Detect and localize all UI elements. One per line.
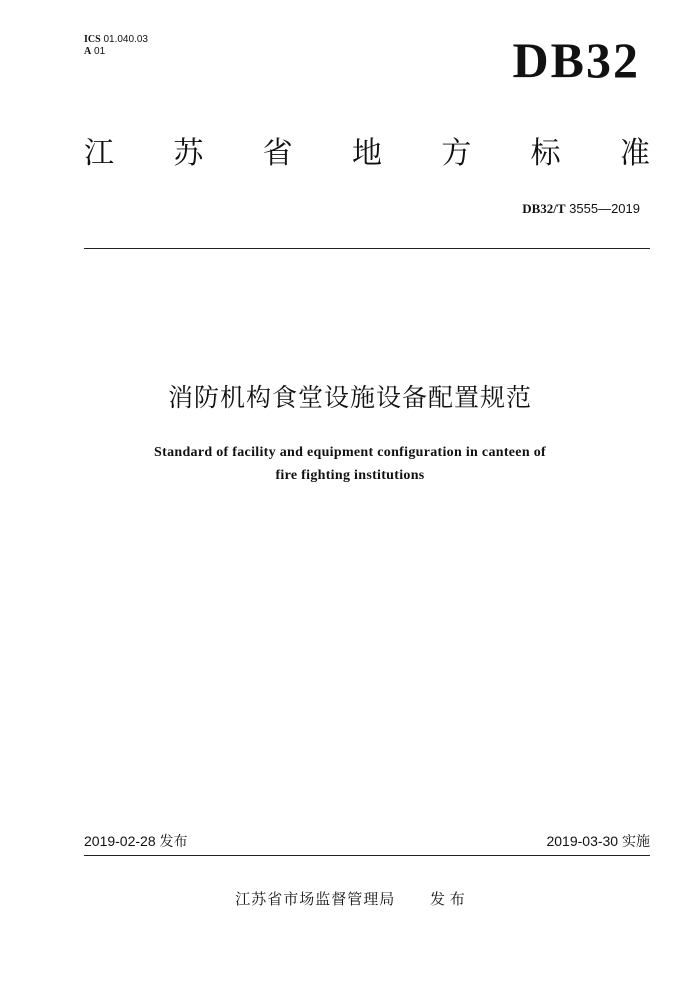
footer-divider (84, 855, 650, 856)
publisher-organization: 江苏省市场监督管理局 (235, 890, 396, 908)
implementation-date: 2019-03-30 实施 (546, 833, 650, 849)
db32-logo: DB32 (512, 32, 640, 88)
ccs-label: A (84, 46, 92, 57)
english-title-line-1: Standard of facility and equipment configuration in canteen of (154, 445, 546, 460)
standard-type-char: 方 (441, 136, 472, 171)
ics-code: 01.040.03 (103, 34, 148, 45)
header-divider (84, 248, 650, 249)
issue-date: 2019-02-28 发布 (84, 833, 188, 849)
standard-number-value: 3555—2019 (569, 201, 640, 216)
ics-classification (84, 34, 148, 46)
standard-type-char: 省 (262, 136, 293, 171)
chinese-title: 消防机构食堂设施设备配置规范 (167, 383, 532, 412)
publisher-line (0, 889, 700, 909)
english-title-line-2: fire fighting institutions (275, 468, 425, 483)
standard-number-prefix: DB32/T (522, 201, 566, 216)
standard-type-char: 地 (351, 136, 382, 171)
standard-type-char: 江 (84, 136, 114, 171)
standard-type-char: 苏 (173, 136, 204, 171)
publisher-action: 发 布 (430, 890, 465, 908)
ccs-code: 01 (94, 46, 106, 57)
standard-type-char: 准 (619, 136, 650, 171)
ics-label: ICS (84, 34, 101, 45)
ccs-classification (84, 46, 105, 58)
standard-number (522, 201, 640, 217)
standard-type-char: 标 (530, 136, 561, 171)
standard-type-heading (84, 136, 650, 172)
